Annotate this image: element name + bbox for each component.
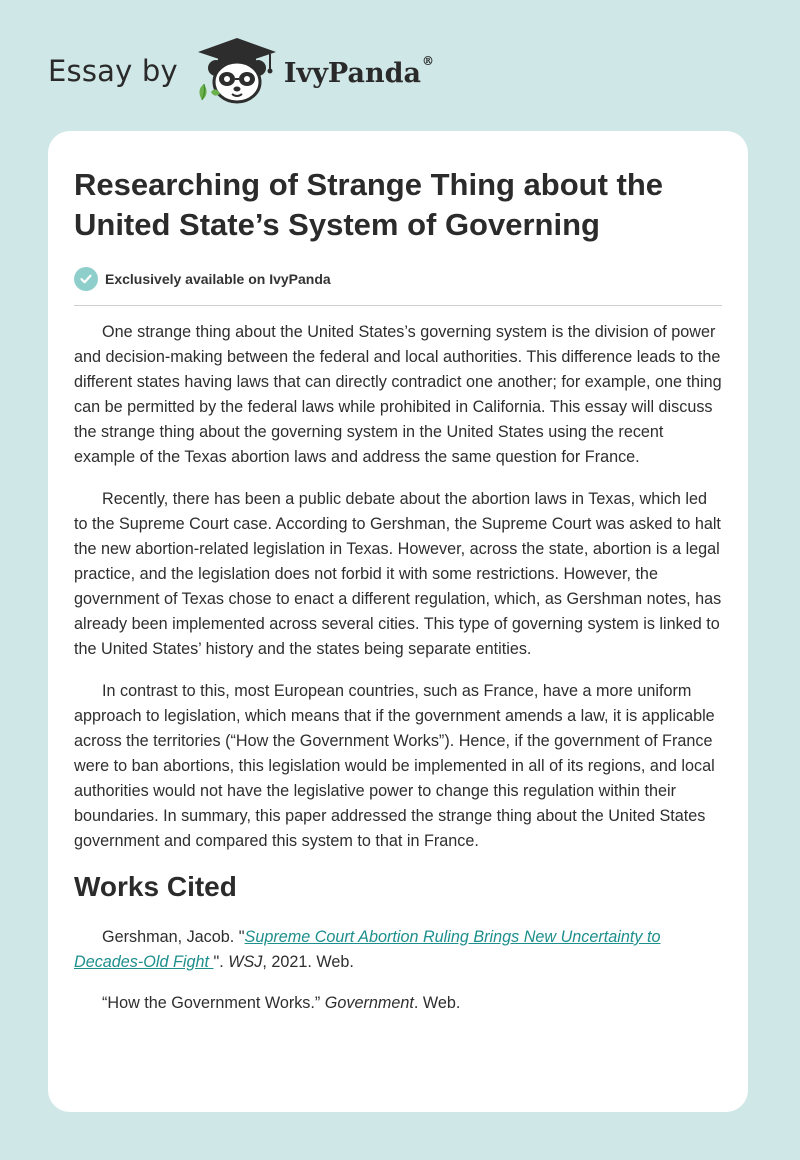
citation-journal: WSJ [228,953,263,971]
citation-link[interactable]: Supreme Court Abortion Ruling Brings New Uncertainty to Decades-Old Fight [74,928,661,971]
check-icon [74,267,98,291]
paragraph-1: One strange thing about the United States’s governing system is the division of power and decision-making between the federal and local authorities. This difference leads to the different states having laws that can directly contradict one another; for example, one thing can be permitted by the federal laws while prohibited in California. This essay will discuss the strange thing about the governing system in the United States using the recent example of the Texas abortion laws and address the same question for France. [74,323,722,466]
paragraph-2: Recently, there has been a public debate about the abortion laws in Texas, which led to the Supreme Court case. According to Gershman, the Supreme Court was asked to halt the new abortion-related legislation in Texas. However, across the state, abortion is a legal practice, and the legislation does not forbid it with some restrictions. However, the government of Texas chose to enact a different regulation, which, as Gershman notes, has already been implemented across several cities. This type of governing system is linked to the United States’ history and the states being separate entities. [74,490,722,658]
essay-by-label: Essay by [48,54,178,88]
ivypanda-logo-icon[interactable] [192,34,282,106]
exclusive-badge [74,267,722,306]
citation-rest: . Web. [413,994,461,1012]
brand-name: IvyPanda® [283,53,434,89]
citation-journal: Government [324,994,414,1012]
citation-author: Gershman, Jacob. " [102,928,245,946]
essay-body [74,320,722,854]
essay-card [48,131,748,1112]
citation-gershman [74,925,722,975]
citation-rest: , 2021. Web. [262,953,354,971]
exclusive-label: Exclusively available on IvyPanda [105,271,331,287]
essay-title: Researching of Strange Thing about the United State’s System of Governing [74,167,664,242]
citation-government [74,991,722,1016]
works-cited-heading: Works Cited [74,871,237,902]
citation-after-link: ". [213,953,229,971]
site-header [48,34,434,106]
citation-author: “How the Government Works.” [102,994,325,1012]
paragraph-3: In contrast to this, most European countries, such as France, have a more uniform approach to legislation, which means that if the government amends a law, it is applicable across the territories (“How the Government Works”). Hence, if the government of France were to ban abortions, this legislation would be implemented in all of its regions, and local authorities would not have the legislative power to change this regulation within their boundaries. In summary, this paper addressed the strange thing about the United States government and compared this system to that in France. [74,682,715,850]
